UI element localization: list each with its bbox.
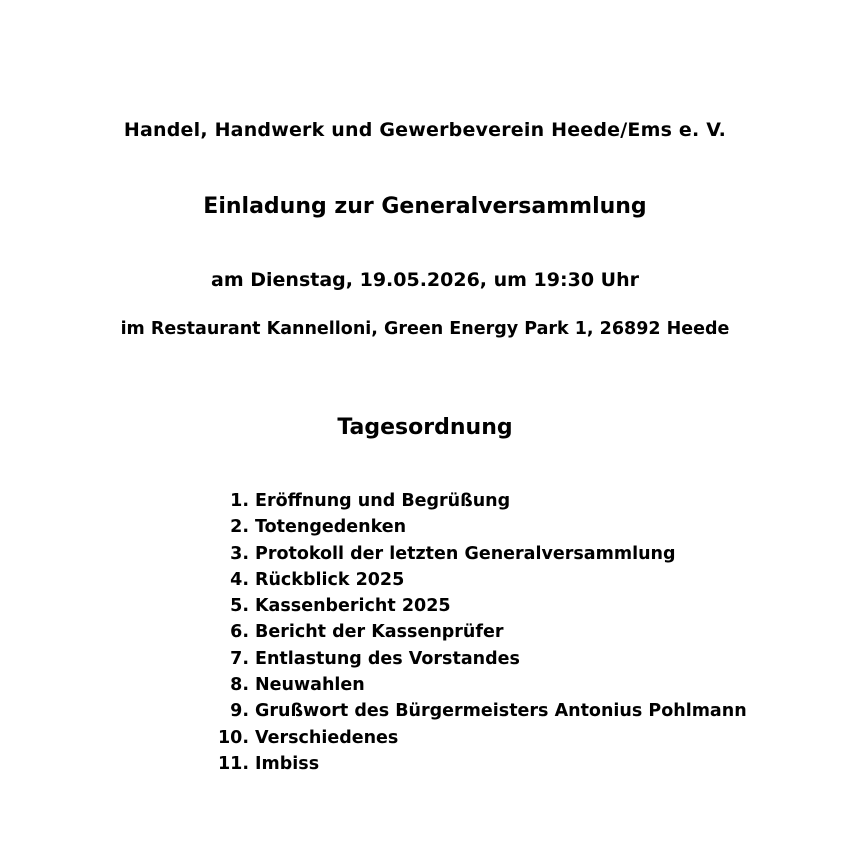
- agenda-item-text: Grußwort des Bürgermeisters Antonius Pohlmann: [255, 701, 747, 722]
- agenda-item-text: Entlastung des Vorstandes: [255, 648, 520, 669]
- agenda-title: Tagesordnung: [337, 415, 513, 440]
- agenda-item-text: Neuwahlen: [255, 675, 365, 696]
- agenda-list: [200, 488, 747, 777]
- agenda-item-number: 2.: [230, 517, 249, 538]
- agenda-item-number: 4.: [230, 569, 249, 590]
- agenda-item: [200, 725, 747, 751]
- agenda-item-number: 1.: [230, 491, 249, 511]
- page-title: Einladung zur Generalversammlung: [203, 194, 647, 219]
- agenda-item: [200, 751, 747, 777]
- agenda-item: [200, 698, 747, 724]
- agenda-item-number: 7.: [230, 648, 249, 669]
- agenda-item: [200, 672, 747, 698]
- event-datetime: am Dienstag, 19.05.2026, um 19:30 Uhr: [211, 269, 639, 291]
- agenda-item-number: 11.: [217, 753, 249, 774]
- agenda-item-text: Rückblick 2025: [255, 569, 405, 590]
- agenda-item-number: 3.: [230, 543, 249, 564]
- agenda-item: [200, 567, 747, 593]
- agenda-item-text: Totengedenken: [255, 517, 407, 538]
- agenda-item: [200, 619, 747, 645]
- agenda-item-number: 5.: [230, 596, 249, 617]
- agenda-item-text: Kassenbericht 2025: [255, 596, 451, 617]
- agenda-item: [200, 646, 747, 672]
- event-location: im Restaurant Kannelloni, Green Energy Park 1, 26892 Heede: [120, 319, 730, 339]
- agenda-item-number: 9.: [230, 701, 249, 722]
- agenda-item-number: 8.: [230, 675, 249, 696]
- agenda-item-text: Eröffnung und Begrüßung: [255, 491, 511, 511]
- agenda-item: [200, 593, 747, 619]
- organization-name: Handel, Handwerk und Gewerbeverein Heede/Ems e. V.: [123, 119, 727, 141]
- agenda-item: [200, 514, 747, 540]
- agenda-item-text: Protokoll der letzten Generalversammlung: [255, 543, 676, 564]
- agenda-item: [200, 488, 747, 514]
- agenda-item-text: Bericht der Kassenprüfer: [255, 622, 504, 643]
- agenda-item-number: 6.: [230, 622, 249, 643]
- agenda-item-number: 10.: [217, 727, 249, 748]
- agenda-item: [200, 541, 747, 567]
- agenda-item-text: Imbiss: [255, 753, 320, 774]
- agenda-item-text: Verschiedenes: [255, 727, 399, 748]
